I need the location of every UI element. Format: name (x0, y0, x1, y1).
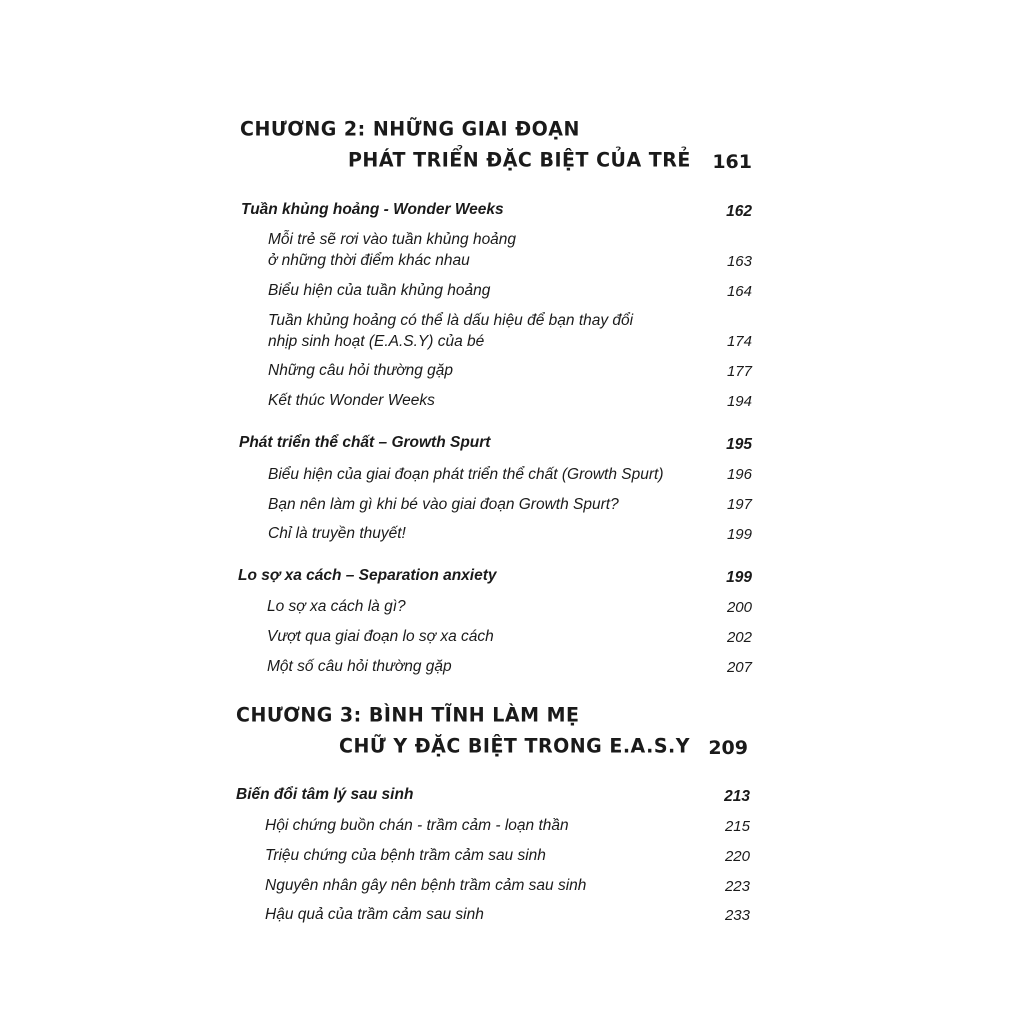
toc-item-page: 200 (726, 599, 752, 616)
toc-item-text: Biểu hiện của tuần khủng hoảng (268, 282, 491, 299)
section-page: 195 (726, 436, 752, 453)
toc-item-page: 220 (724, 848, 750, 865)
toc-item-text: Mỗi trẻ sẽ rơi vào tuần khủng hoảng (268, 231, 517, 248)
toc-item-text: Vượt qua giai đoạn lo sợ xa cách (267, 628, 494, 645)
toc-item-text-cont: ở những thời điểm khác nhau (268, 252, 470, 269)
toc-item-page: 215 (724, 818, 750, 835)
toc-item-text: Lo sợ xa cách là gì? (267, 598, 406, 615)
toc-item-page: 202 (726, 629, 752, 646)
toc-item-page: 194 (726, 393, 752, 410)
toc-item-text: Nguyên nhân gây nên bệnh trầm cảm sau sinh (265, 877, 587, 894)
section-title-separation-anxiety: Lo sợ xa cách – Separation anxiety (238, 567, 497, 584)
toc-item-page: 196 (726, 466, 752, 483)
toc-item-text: Triệu chứng của bệnh trầm cảm sau sinh (265, 847, 546, 864)
toc-item-text: Những câu hỏi thường gặp (268, 362, 454, 379)
toc-item-text: Hậu quả của trầm cảm sau sinh (265, 906, 484, 923)
toc-item-text: Một số câu hỏi thường gặp (267, 658, 452, 675)
section-title-postpartum: Biến đổi tâm lý sau sinh (236, 786, 414, 803)
chapter-3-title-line2: CHỮ Y ĐẶC BIỆT TRONG E.A.S.Y (339, 734, 690, 758)
toc-item-page: 164 (726, 283, 752, 300)
chapter-3-title-line1: CHƯƠNG 3: BÌNH TĨNH LÀM MẸ (236, 703, 580, 727)
section-page: 213 (724, 788, 750, 805)
section-title-growth-spurt: Phát triển thể chất – Growth Spurt (239, 434, 491, 451)
toc-item-text: Tuần khủng hoảng có thể là dấu hiệu để bạn thay đổi (268, 312, 634, 329)
toc-item-text-cont: nhịp sinh hoạt (E.A.S.Y) của bé (268, 333, 485, 350)
toc-item-text: Bạn nên làm gì khi bé vào giai đoạn Growth Spurt? (268, 496, 619, 513)
toc-item-page: 207 (726, 659, 752, 676)
chapter-3-page: 209 (708, 737, 748, 759)
toc-item-page: 199 (726, 526, 752, 543)
toc-item-page: 233 (724, 907, 750, 924)
section-page: 162 (726, 203, 752, 220)
section-title-wonder-weeks: Tuần khủng hoảng - Wonder Weeks (241, 201, 504, 218)
toc-item-page: 163 (726, 253, 752, 270)
toc-item-page: 197 (726, 496, 752, 513)
toc-item-page: 223 (724, 878, 750, 895)
toc-item-text: Biểu hiện của giai đoạn phát triển thể chất (Growth Spurt) (268, 466, 664, 483)
toc-item-text: Kết thúc Wonder Weeks (268, 392, 435, 409)
chapter-2-title-line1: CHƯƠNG 2: NHỮNG GIAI ĐOẠN (240, 117, 580, 141)
toc-item-text: Chỉ là truyền thuyết! (268, 525, 406, 542)
toc-item-text: Hội chứng buồn chán - trầm cảm - loạn thần (265, 817, 569, 834)
chapter-2-title-line2: PHÁT TRIỂN ĐẶC BIỆT CỦA TRẺ (348, 148, 691, 172)
chapter-2-page: 161 (712, 151, 752, 173)
section-page: 199 (726, 569, 752, 586)
toc-item-page: 174 (726, 333, 752, 350)
toc-item-page: 177 (726, 363, 752, 380)
